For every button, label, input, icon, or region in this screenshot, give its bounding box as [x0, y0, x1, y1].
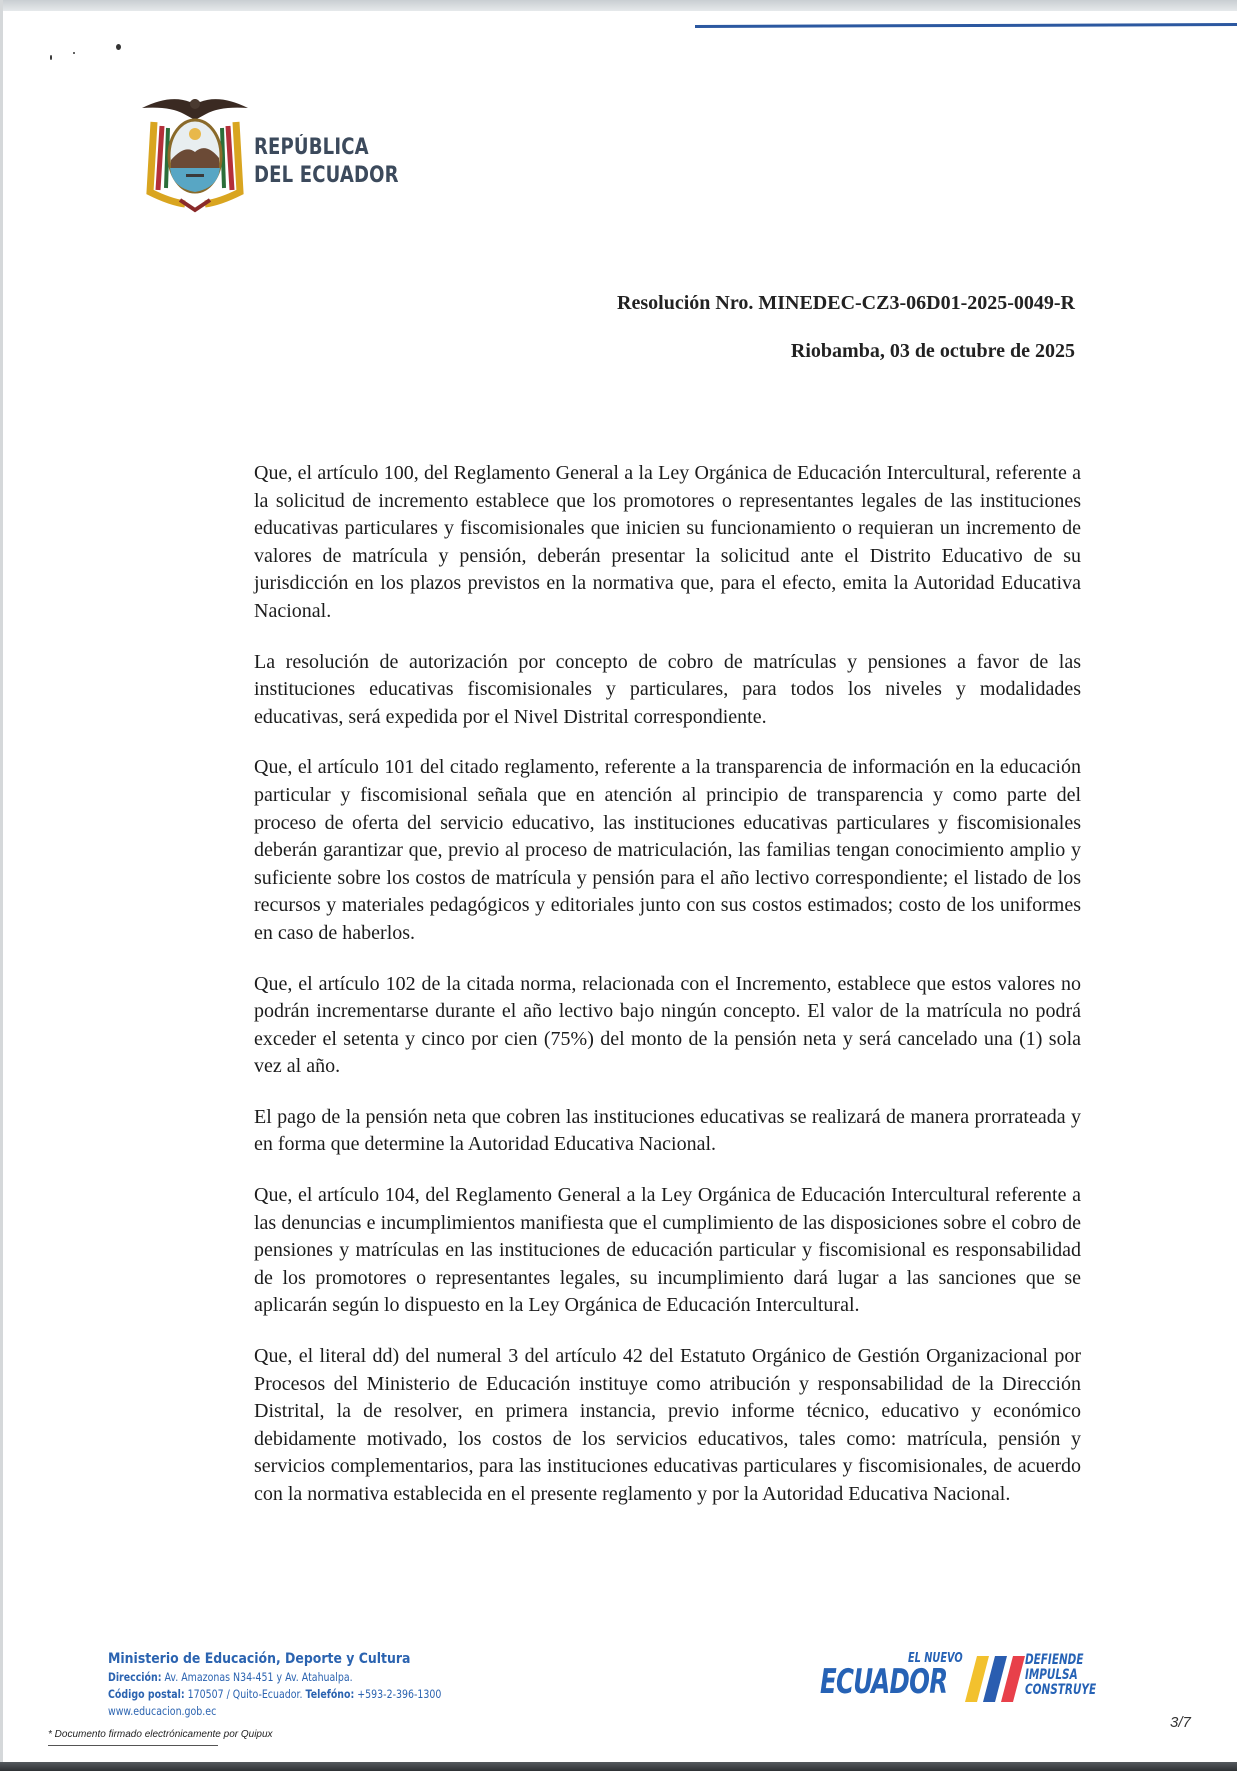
paragraph-authorization: La resolución de autorización por concepto de cobro de matrículas y pensiones a favor de las instituciones educativas fiscomisionales y particulares, para todos los niveles y modalidades educativas, será expedida por el Nivel Distrital correspondiente. — [254, 650, 1081, 728]
paragraph-article-102: Que, el artículo 102 de la citada norma, relacionada con el Incremento, establece que estos valores no podrán incrementarse durante el año lectivo bajo ningún concepto. El valor de la matrícula no podrá exceder el setenta y cinco por cien (75%) del monto de la pensión neta y será cancelado una (1) sola vez al año. — [254, 972, 1081, 1078]
el-nuevo-ecuador-logo — [820, 1650, 1100, 1710]
place-date: Riobamba, 03 de octubre de 2025 — [790, 340, 1075, 362]
phone-label: Telefóno: — [305, 1687, 355, 1701]
ministry-name: Ministerio de Educación, Deporte y Cultura — [108, 1651, 411, 1667]
paragraph-article-101: Que, el artículo 101 del citado reglamento, referente a la transparencia de información en la educación particular y fiscomisional señala que en atención al principio de transparencia y como parte del proceso de oferta del servicio educativo, las instituciones educativas particulares y fiscomisionales deberán garantizar que, previo al proceso de matriculación, las familias tengan conocimiento amplio y suficiente sobre los costos de matrícula y pensión para el año lectivo correspondiente; el listado de los recursos y materiales pedagógicos y editoriales junto con sus costos estimados; costo de los uniformes en caso de haberlos. — [254, 756, 1081, 944]
brand-slogan — [1025, 1653, 1096, 1698]
signature-note-rule — [48, 1745, 218, 1746]
ministry-footer — [108, 1649, 515, 1720]
address-value: Av. Amazonas N34-451 y Av. Atahualpa. — [164, 1670, 353, 1684]
signature-note: * Documento firmado electrónicamente por Quipux — [48, 1729, 273, 1740]
postal-phone-line — [108, 1686, 441, 1703]
phone-value: +593-2-396-1300 — [357, 1687, 442, 1701]
scan-edge-bottom — [0, 1762, 1237, 1771]
document-body — [254, 460, 1081, 1532]
page-number: 3/7 — [1170, 1714, 1191, 1731]
slogan-line-2: IMPULSA — [1025, 1667, 1078, 1683]
scan-speck — [116, 44, 121, 50]
postal-value: 170507 / Quito-Ecuador. — [187, 1687, 303, 1701]
paragraph-net-pension: El pago de la pensión neta que cobren las instituciones educativas se realizará de manera prorrateada y en forma que determine la Autoridad Educativa Nacional. — [254, 1105, 1081, 1156]
paragraph-article-100: Que, el artículo 100, del Reglamento General a la Ley Orgánica de Educación Intercultural, referente a la solicitud de incremento establece que los promotores o representantes legales de las instituciones educativas particulares y fiscomisionales que inicien su funcionamiento o requieran un incremento de valores de matrícula y pensión, deberán presentar la solicitud ante el Distrito Educativo de su jurisdicción en los plazos previstos en la normativa que, para el efecto, emita la Autoridad Educativa Nacional. — [254, 462, 1081, 622]
slogan-line-3: CONSTRUYE — [1025, 1682, 1097, 1698]
scan-edge-left — [0, 0, 3, 1771]
header-rule — [695, 23, 1237, 28]
scan-edge-top — [0, 0, 1237, 11]
brand-small-text: EL NUEVO — [908, 1651, 963, 1666]
paragraph-article-42: Que, el literal dd) del numeral 3 del artículo 42 del Estatuto Orgánico de Gestión Organizacional por Procesos del Ministerio de Educación instituye como atribución y responsabilidad de la Dirección Distrital, la de resolver, en primera instancia, previo informe técnico, educativo y económico debidamente motivado, los costos de los servicios educativos, tales como: matrícula, pensión y servicios complementarios, para las instituciones educativas particulares y fiscomisionales, de acuerdo con la normativa establecida en el presente reglamento y por la Autoridad Educativa Nacional. — [254, 1345, 1081, 1505]
country-name-line1: REPÚBLICA — [254, 135, 369, 160]
slogan-line-1: DEFIENDE — [1025, 1652, 1084, 1668]
brand-big-text: ECUADOR — [820, 1662, 948, 1702]
website-link[interactable]: www.educacion.gob.ec — [108, 1704, 217, 1718]
resolution-number: Resolución Nro. MINEDEC-CZ3-06D01-2025-0049-R — [617, 292, 1075, 314]
scan-speck — [73, 52, 75, 54]
scan-speck — [50, 55, 52, 60]
postal-label: Código postal: — [108, 1687, 185, 1701]
paragraph-article-104: Que, el artículo 104, del Reglamento General a la Ley Orgánica de Educación Intercultural referente a las denuncias e incumplimientos manifiesta que el cumplimiento de las disposiciones sobre el cobro de pensiones y matrículas en las instituciones de educación particular y fiscomisional es responsabilidad de los promotores o representantes legales, su incumplimiento dará lugar a las sanciones que se aplicarán según lo dispuesto en la Ley Orgánica de Educación Intercultural. — [254, 1184, 1081, 1317]
country-name-line2: DEL ECUADOR — [254, 163, 399, 188]
country-name — [254, 134, 399, 190]
address-line — [108, 1669, 441, 1686]
address-label: Dirección: — [108, 1670, 162, 1684]
flag-stripes-icon — [965, 1656, 1027, 1702]
coat-of-arms-icon — [140, 92, 250, 214]
